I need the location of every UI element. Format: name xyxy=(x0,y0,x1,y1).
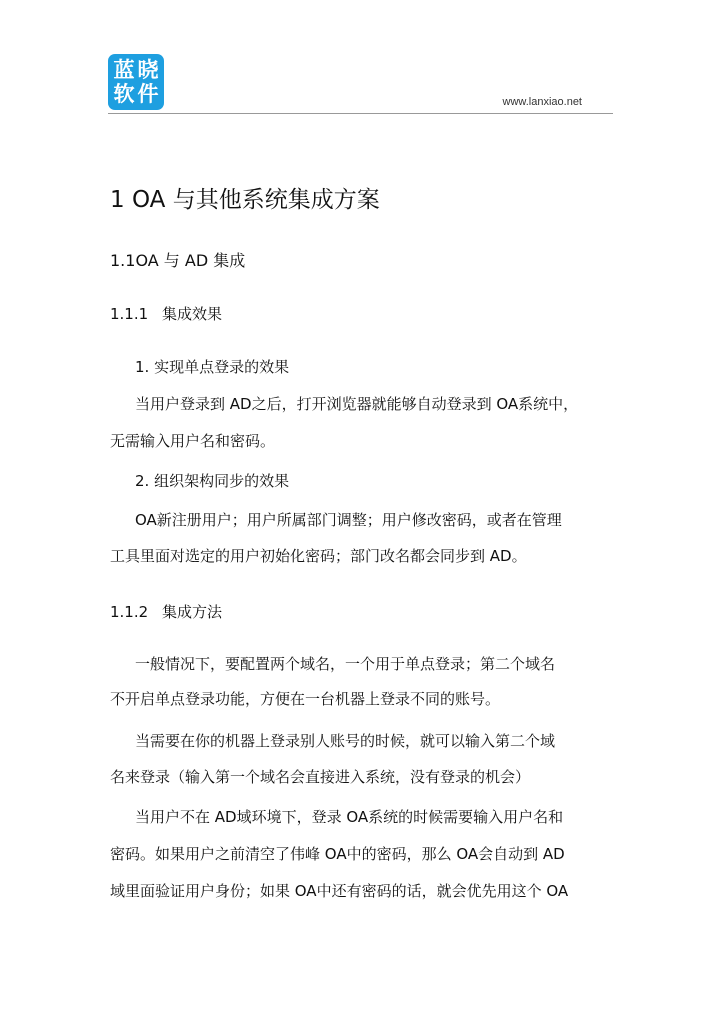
subsection-number: 1.1.1 xyxy=(110,305,149,323)
chapter-heading: 1 OA 与其他系统集成方案 xyxy=(110,187,380,213)
paragraph-line: 域里面验证用户身份；如果 OA中还有密码的话，就会优先用这个 OA xyxy=(110,882,569,900)
subsection-heading-1-1-1 xyxy=(110,303,222,325)
subsection-heading-1-1-2 xyxy=(110,601,222,623)
paragraph-line: 不开启单点登录功能，方便在一台机器上登录不同的账号。 xyxy=(110,690,501,708)
subsection-title: 集成方法 xyxy=(162,603,223,621)
paragraph-line: 密码。如果用户之前清空了伟峰 OA中的密码，那么 OA会自动到 AD xyxy=(110,845,565,863)
paragraph-line: 当需要在你的机器上登录别人账号的时候，就可以输入第二个域 xyxy=(135,732,556,750)
list-item: 1. 实现单点登录的效果 xyxy=(135,358,290,376)
subsection-number: 1.1.2 xyxy=(110,603,149,621)
paragraph-line: 无需输入用户名和密码。 xyxy=(110,432,276,450)
header-url: www.lanxiao.net xyxy=(502,96,582,108)
paragraph-line: 当用户登录到 AD之后，打开浏览器就能够自动登录到 OA系统中， xyxy=(135,395,579,413)
paragraph-line: 一般情况下，要配置两个域名，一个用于单点登录；第二个域名 xyxy=(135,655,556,673)
logo-char: 蓝 xyxy=(113,57,135,82)
list-item: 2. 组织架构同步的效果 xyxy=(135,472,290,490)
section-heading: 1.1OA 与 AD 集成 xyxy=(110,251,246,270)
paragraph-line: 当用户不在 AD域环境下，登录 OA系统的时候需要输入用户名和 xyxy=(135,808,564,826)
logo-char: 软 xyxy=(113,81,135,106)
paragraph-line: 工具里面对选定的用户初始化密码；部门改名都会同步到 AD。 xyxy=(110,547,527,565)
header-divider xyxy=(108,113,613,114)
paragraph-line: 名来登录（输入第一个域名会直接进入系统，没有登录的机会） xyxy=(110,768,531,786)
paragraph-line: OA新注册用户；用户所属部门调整；用户修改密码，或者在管理 xyxy=(135,511,562,529)
logo-char: 件 xyxy=(137,81,159,106)
lanxiao-logo xyxy=(108,54,164,110)
logo-char: 晓 xyxy=(137,57,159,82)
subsection-title: 集成效果 xyxy=(162,305,223,323)
